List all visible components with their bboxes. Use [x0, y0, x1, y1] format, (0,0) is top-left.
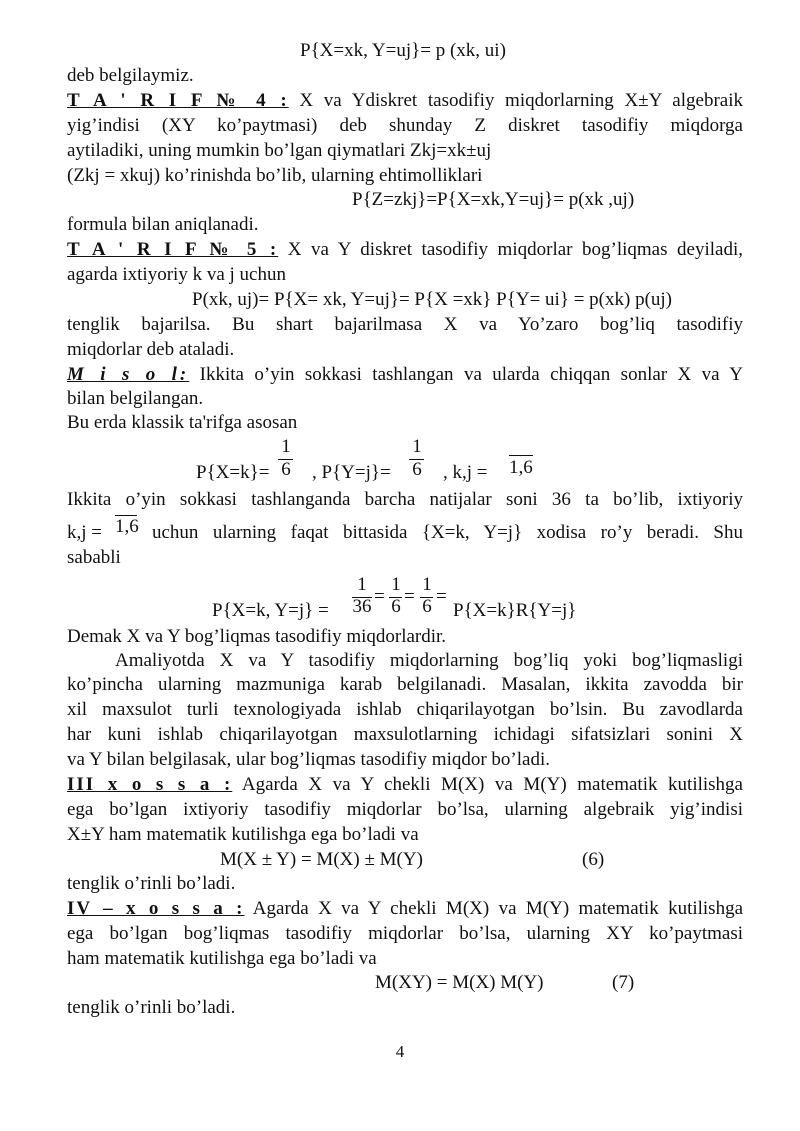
- text-line: tenglik o’rinli bo’ladi.: [67, 997, 236, 1018]
- text-line: formula bilan aniqlanadi.: [67, 214, 259, 235]
- text-line: xil maxsulot turli texnologiyada ishlab chiqarilayotgan bo’lsin. Bu zavodlarda: [67, 699, 743, 720]
- text-line: ham matematik kutilishga ega bo’ladi va: [67, 948, 377, 969]
- fraction-denominator: 36: [352, 596, 372, 617]
- range-value: 1,6: [115, 516, 139, 537]
- property-3-text: Agarda X va Y chekli M(X) va M(Y) matematik kutilishga: [241, 774, 743, 795]
- text-line: sababli: [67, 547, 121, 568]
- definition-5-line: [67, 239, 743, 261]
- definition-4-text: X va Ydiskret tasodifiy miqdorlarning X±Y algebraik: [299, 90, 743, 111]
- formula-prob-y: , P{Y=j}=: [312, 462, 391, 483]
- formula-6: M(X ± Y) = M(X) ± M(Y): [220, 849, 423, 870]
- formula-6-number: (6): [582, 849, 605, 870]
- fraction-denominator: 6: [412, 459, 422, 480]
- formula-prob-x: P{X=k}=: [196, 462, 270, 483]
- formula-7-number: (7): [612, 972, 635, 993]
- text-line: aytiladiki, uning mumkin bo’lgan qiymatlari Zkj=xk±uj: [67, 140, 492, 161]
- definition-4-line: [67, 90, 743, 112]
- kj-label: k,j =: [67, 522, 102, 543]
- fraction-numerator: 1: [422, 574, 432, 595]
- equals-sign: =: [374, 586, 385, 607]
- formula-p-xk-uj: P{X=xk, Y=uj}= p (xk, ui): [300, 40, 506, 61]
- definition-5-label: T A ' R I F № 5 :: [67, 239, 279, 260]
- text-line: (Zkj = xkuj) ko’rinishda bo’lib, ularning ehtimolliklari: [67, 165, 483, 186]
- paragraph-indent-line: Amaliyotda X va Y tasodifiy miqdorlarning bog’liq yoki bog’liqmasligi: [115, 650, 743, 671]
- equals-sign: =: [436, 586, 447, 607]
- formula-kj: , k,j =: [443, 462, 488, 483]
- equals-sign: =: [404, 586, 415, 607]
- text-line: Bu erda klassik ta'rifga asosan: [67, 412, 298, 433]
- text-line: uchun ularning faqat bittasida {X=k, Y=j} xodisa ro’y beradi. Shu: [152, 522, 743, 543]
- range-overline: [509, 455, 533, 456]
- text-line: tenglik bajarilsa. Bu shart bajarilmasa X va Yo’zaro bog’liq tasodifiy: [67, 314, 743, 335]
- formula-product: P{X=k}R{Y=j}: [453, 600, 577, 621]
- text-line: yig’indisi (XY ko’paytmasi) deb shunday Z diskret tasodifiy miqdorga: [67, 115, 743, 136]
- fraction-numerator: 1: [391, 574, 401, 595]
- text-line: bilan belgilangan.: [67, 388, 204, 409]
- text-line: X±Y ham matematik kutilishga ega bo’ladi va: [67, 824, 419, 845]
- property-4-line: [67, 898, 743, 920]
- text-line: ko’pincha ularning mazmuniga karab belgilanadi. Masalan, ikkita zavodda bir: [67, 674, 743, 695]
- definition-4-label: T A ' R I F № 4 :: [67, 90, 289, 111]
- property-3-label: III x o s s a :: [67, 774, 233, 795]
- property-4-text: Agarda X va Y chekli M(X) va M(Y) matematik kutilishga: [252, 898, 744, 919]
- fraction-numerator: 1: [357, 574, 367, 595]
- formula-joint: P{X=k, Y=j} =: [212, 600, 329, 621]
- text-line: ega bo’lgan bog’liqmas tasodifiy miqdorlar bo’lsa, ularning XY ko’paytmasi: [67, 923, 743, 944]
- property-4-label: IV – x o s s a :: [67, 898, 245, 919]
- formula-7: M(XY) = M(X) M(Y): [375, 972, 544, 993]
- fraction-denominator: 6: [422, 596, 432, 617]
- fraction-numerator: 1: [281, 436, 291, 457]
- fraction-denominator: 6: [281, 459, 291, 480]
- text-line: Demak X va Y bog’liqmas tasodifiy miqdorlardir.: [67, 626, 447, 647]
- fraction-denominator: 6: [391, 596, 401, 617]
- property-3-line: [67, 774, 743, 796]
- text-line: agarda ixtiyoriy k va j uchun: [67, 264, 286, 285]
- page-number: 4: [395, 1042, 405, 1061]
- text-line: har kuni ishlab chiqarilayotgan maxsulotlarning ichidagi sifatsizlari sonini X: [67, 724, 743, 745]
- text-line: miqdorlar deb ataladi.: [67, 339, 235, 360]
- text-line: ega bo’lgan ixtiyoriy tasodifiy miqdorlar bo’lsa, ularning algebraik yig’indisi: [67, 799, 743, 820]
- example-label: M i s o l:: [67, 364, 190, 385]
- fraction-numerator: 1: [412, 436, 422, 457]
- text-line-kj: [67, 522, 102, 544]
- example-text: Ikkita o’yin sokkasi tashlangan va ularda chiqqan sonlar X va Y: [199, 364, 743, 385]
- text-line: tenglik o’rinli bo’ladi.: [67, 873, 236, 894]
- definition-5-text: X va Y diskret tasodifiy miqdorlar bog’liqmas deyiladi,: [287, 239, 743, 260]
- text-line: va Y bilan belgilasak, ular bog’liqmas tasodifiy miqdor bo’ladi.: [67, 749, 550, 770]
- example-line: [67, 364, 743, 386]
- formula-independence: P(xk, uj)= P{X= xk, Y=uj}= P{X =xk} P{Y= ui} = p(xk) p(uj): [192, 289, 673, 310]
- formula-p-z: P{Z=zkj}=P{X=xk,Y=uj}= p(xk ,uj): [352, 189, 635, 210]
- range-value: 1,6: [509, 457, 533, 478]
- text-line: Ikkita o’yin sokkasi tashlanganda barcha natijalar soni 36 ta bo’lib, ixtiyoriy: [67, 489, 743, 510]
- text-line: deb belgilaymiz.: [67, 65, 194, 86]
